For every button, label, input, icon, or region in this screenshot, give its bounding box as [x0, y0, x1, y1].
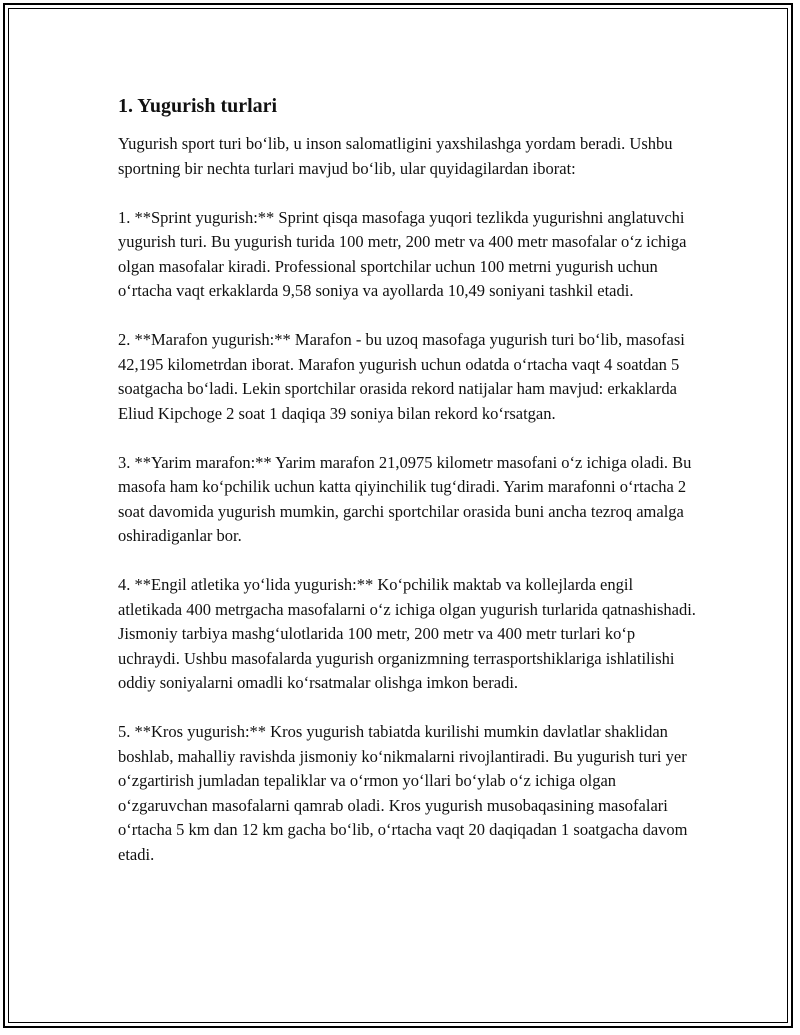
cross-country-paragraph: 5. **Kros yugurish:** Kros yugurish tabiatda kurilishi mumkin davlatlar shaklidan boshlab, mahalliy ravishda jismoniy ko‘nikmalarni rivojlantiradi. Bu yugurish turi yer o‘zgartirish jumladan tepaliklar va o‘rmon yo‘llari bo‘ylab o‘z ichiga olgan o‘zgaruvchan masofalarni qamrab oladi. Kros yugurish musobaqasining masofalari o‘rtacha 5 km dan 12 km gacha bo‘lib, o‘rtacha vaqt 20 daqiqadan 1 soatgacha davom etadi.	[118, 722, 688, 864]
document-body	[118, 92, 698, 892]
track-athletics-paragraph: 4. **Engil atletika yo‘lida yugurish:** Ko‘pchilik maktab va kollejlarda engil atletikada 400 metrgacha masofalarni o‘z ichiga olgan yugurish turlarida qatnashishadi. Jismoniy tarbiya mashg‘ulotlarida 100 metr, 200 metr va 400 metr turlari ko‘p uchraydi. Ushbu masofalarda yugurish organizmning terrasportshiklariga ishlatilishi oddiy soniyalarni omadli ko‘rsatmalar olishga imkon beradi.	[118, 575, 696, 692]
sprint-paragraph: 1. **Sprint yugurish:** Sprint qisqa masofaga yuqori tezlikda yugurishni anglatuvchi yugurish turi. Bu yugurish turida 100 metr, 200 metr va 400 metr masofalar o‘z ichiga olgan masofalar kiradi. Professional sportchilar uchun 100 metrni yugurish uchun o‘rtacha vaqt erkaklarda 9,58 soniya va ayollarda 10,49 soniyani tashkil etadi.	[118, 207, 687, 300]
marathon-paragraph: 2. **Marafon yugurish:** Marafon - bu uzoq masofaga yugurish turi bo‘lib, masofasi 42,195 kilometrdan iborat. Marafon yugurish uchun odatda o‘rtacha vaqt 4 soatdan 5 soatgacha bo‘ladi. Lekin sportchilar orasida rekord natijalar ham mavjud: erkaklarda Eliud Kipchoge 2 soat 1 daqiqa 39 soniya bilan rekord ko‘rsatgan.	[118, 330, 685, 423]
half-marathon-paragraph: 3. **Yarim marafon:** Yarim marafon 21,0975 kilometr masofani o‘z ichiga oladi. Bu masofa ham ko‘pchilik uchun katta qiyinchilik tug‘diradi. Yarim marafonni o‘rtacha 2 soat davomida yugurish mumkin, garchi sportchilar orasida buni ancha tezroq amalga oshiradiganlar bor.	[118, 452, 692, 545]
intro-paragraph: Yugurish sport turi bo‘lib, u inson salomatligini yaxshilashga yordam beradi. Ushbu sportning bir nechta turlari mavjud bo‘lib, ular quyidagilardan iborat:	[118, 134, 673, 178]
section-heading: 1. Yugurish turlari	[118, 95, 278, 117]
